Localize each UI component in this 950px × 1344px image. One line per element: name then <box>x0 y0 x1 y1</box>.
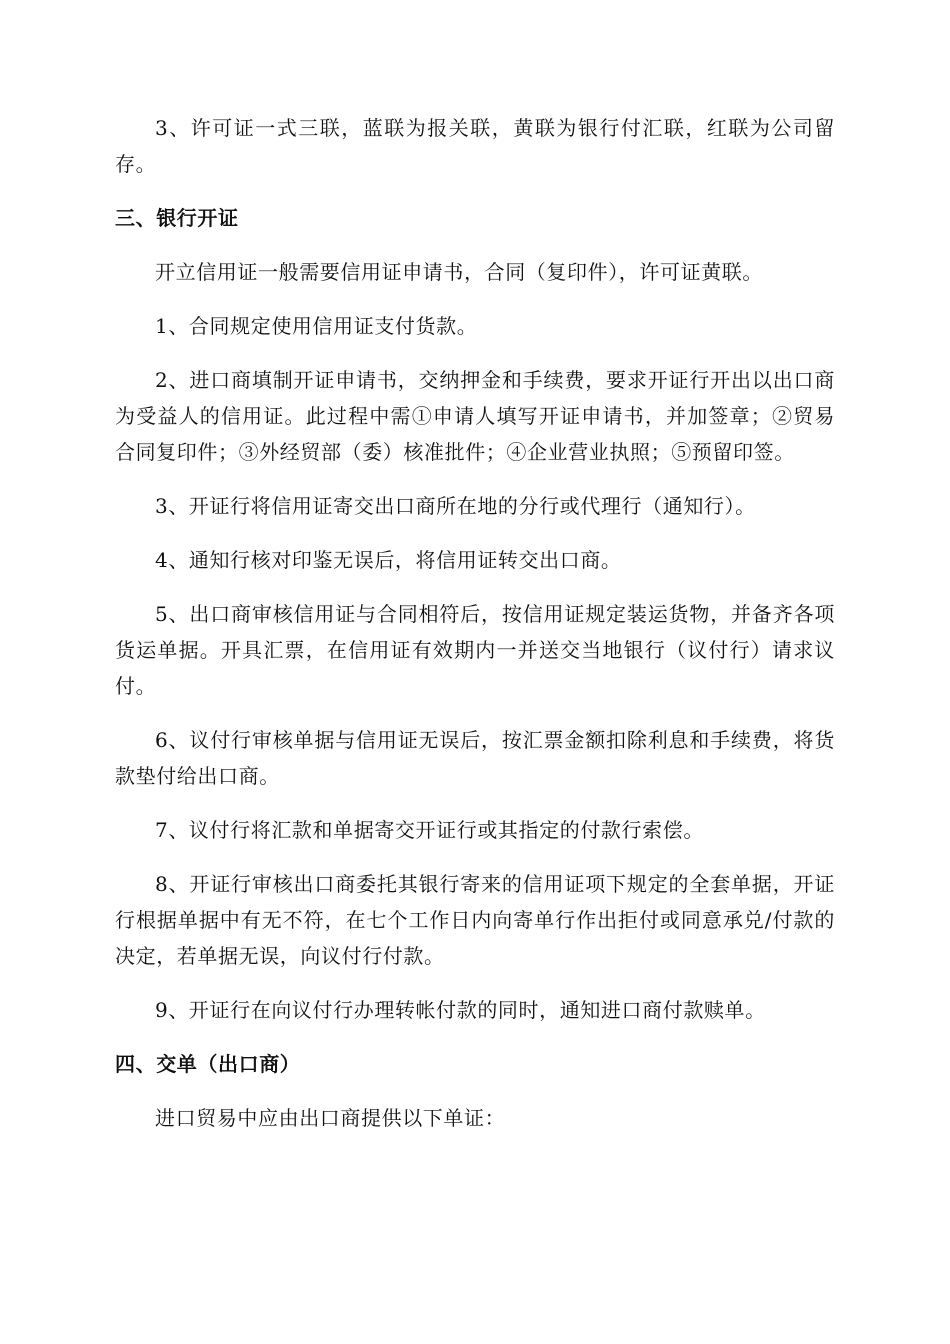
section-heading-document-delivery: 四、交单（出口商） <box>115 1052 301 1076</box>
paragraph-step-6: 6、议付行审核单据与信用证无误后，按汇票金额扣除利息和手续费，将货款垫付给出口商。 <box>115 728 835 788</box>
document-page <box>115 110 835 1154</box>
paragraph-step-9: 9、开证行在向议付行办理转帐付款的同时，通知进口商付款赎单。 <box>155 998 766 1022</box>
paragraph-lc-requirements: 开立信用证一般需要信用证申请书，合同（复印件），许可证黄联。 <box>155 260 763 284</box>
paragraph-exporter-documents: 进口贸易中应由出口商提供以下单证： <box>155 1106 506 1130</box>
paragraph-step-3: 3、开证行将信用证寄交出口商所在地的分行或代理行（通知行）。 <box>155 494 756 518</box>
section-heading-bank-issuing: 三、银行开证 <box>115 206 239 230</box>
paragraph-step-5: 5、出口商审核信用证与合同相符后，按信用证规定装运货物，并备齐各项货运单据。开具汇票，在信用证有效期内一并送交当地银行（议付行）请求议付。 <box>115 602 835 698</box>
paragraph-step-4: 4、通知行核对印鉴无误后，将信用证转交出口商。 <box>155 548 622 572</box>
paragraph-step-8: 8、开证行审核出口商委托其银行寄来的信用证项下规定的全套单据，开证行根据单据中有无不符，在七个工作日内向寄单行作出拒付或同意承兑/付款的决定，若单据无误，向议付行付款。 <box>115 872 835 968</box>
paragraph-step-2: 2、进口商填制开证申请书，交纳押金和手续费，要求开证行开出以出口商为受益人的信用证。此过程中需①申请人填写开证申请书，并加签章；②贸易合同复印件；③外经贸部（委）核准批件；④企业营业执照；⑤预留印签。 <box>115 368 835 464</box>
paragraph-license-copies: 3、许可证一式三联，蓝联为报关联，黄联为银行付汇联，红联为公司留存。 <box>115 116 835 176</box>
paragraph-step-7: 7、议付行将汇款和单据寄交开证行或其指定的付款行索偿。 <box>155 818 704 842</box>
paragraph-step-1: 1、合同规定使用信用证支付货款。 <box>155 314 478 338</box>
